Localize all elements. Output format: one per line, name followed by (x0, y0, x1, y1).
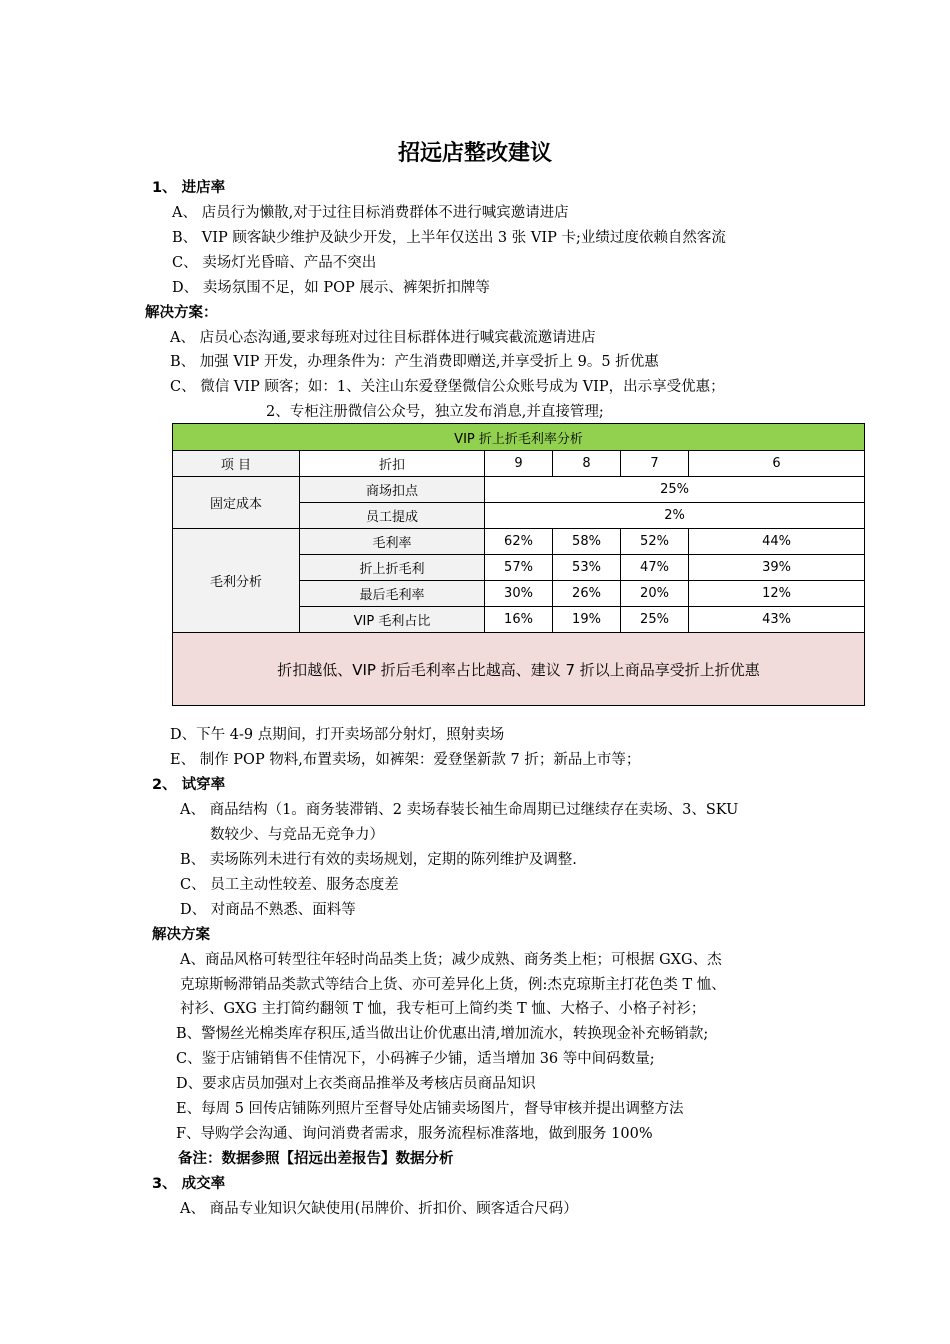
section-2-item: 数较少、与竞品无竞争力） (210, 827, 384, 843)
section-1-solution: E、 制作 POP 物料,布置卖场，如裤架：爱登堡新款 7 折；新品上市等； (170, 752, 641, 768)
table-cell: 20% (621, 581, 689, 607)
section-1-item: B、 VIP 顾客缺少维护及缺少开发，上半年仅送出 3 张 VIP 卡;业绩过度依赖自然客流 (172, 230, 726, 246)
table-cell: 26% (553, 581, 621, 607)
section-3-item: A、 商品专业知识欠缺使用(吊牌价、折扣价、顾客适合尺码） (180, 1201, 578, 1217)
section-3-heading: 3、 成交率 (152, 1176, 226, 1192)
mall-deduction-value: 25% (485, 477, 865, 503)
mall-deduction-label: 商场扣点 (300, 477, 485, 503)
section-2-item: A、 商品结构（1。商务装滞销、2 卖场春装长袖生命周期已过继续存在卖场、3、SKU (180, 802, 739, 818)
section-1-solution: D、下午 4-9 点期间，打开卖场部分射灯，照射卖场 (170, 727, 505, 743)
section-1-solution: C、 微信 VIP 顾客；如：1、关注山东爱登堡微信公众账号成为 VIP，出示享受优惠； (170, 379, 725, 395)
table-cell: 19% (553, 607, 621, 633)
document-title: 招远店整改建议 (397, 141, 552, 166)
staff-commission-label: 员工提成 (300, 503, 485, 529)
row-label: 最后毛利率 (300, 581, 485, 607)
discount-header: 8 (553, 451, 621, 477)
table-conclusion-note: 折扣越低、VIP 折后毛利率占比越高、建议 7 折以上商品享受折上折优惠 (173, 633, 865, 706)
staff-commission-value: 2% (485, 503, 865, 529)
column-header-discount: 折扣 (300, 451, 485, 477)
table-cell: 16% (485, 607, 553, 633)
table-cell: 62% (485, 529, 553, 555)
section-2-solution: E、每周 5 回传店铺陈列照片至督导处店铺卖场图片，督导审核并提出调整方法 (176, 1101, 684, 1117)
section-2-item: C、 员工主动性较差、服务态度差 (180, 877, 399, 893)
section-2-item: B、 卖场陈列未进行有效的卖场规划，定期的陈列维护及调整. (180, 852, 577, 868)
table-title: VIP 折上折毛利率分析 (173, 424, 865, 451)
section-1-heading: 1、 进店率 (152, 180, 226, 196)
section-2-item: D、 对商品不熟悉、面料等 (180, 902, 356, 918)
discount-header: 6 (689, 451, 865, 477)
section-1-solution: A、 店员心态沟通,要求每班对过往目标群体进行喊宾截流邀请进店 (170, 330, 596, 346)
section-2-solution: D、要求店员加强对上衣类商品推举及考核店员商品知识 (176, 1076, 536, 1092)
section-2-solution: A、商品风格可转型往年轻时尚品类上货；减少成熟、商务类上柜；可根据 GXG、杰 (180, 952, 722, 968)
section-2-remark: 备注：数据参照【招远出差报告】数据分析 (178, 1151, 454, 1167)
table-cell: 39% (689, 555, 865, 581)
fixed-cost-label: 固定成本 (173, 477, 300, 529)
column-header-item: 项 目 (173, 451, 300, 477)
discount-header: 9 (485, 451, 553, 477)
section-2-solution: C、鉴于店铺销售不佳情况下，小码裤子少铺，适当增加 36 等中间码数量; (176, 1051, 655, 1067)
row-label: 毛利率 (300, 529, 485, 555)
table-cell: 53% (553, 555, 621, 581)
section-2-solution: F、导购学会沟通、询问消费者需求，服务流程标准落地，做到服务 100% (176, 1126, 653, 1142)
table-cell: 58% (553, 529, 621, 555)
row-label: 折上折毛利 (300, 555, 485, 581)
section-2-solution-heading: 解决方案 (152, 927, 210, 943)
vip-margin-table (172, 423, 865, 706)
table-cell: 43% (689, 607, 865, 633)
table-cell: 30% (485, 581, 553, 607)
section-1-solution: 2、专柜注册微信公众号，独立发布消息,并直接管理; (266, 404, 604, 420)
row-label: VIP 毛利占比 (300, 607, 485, 633)
table-cell: 12% (689, 581, 865, 607)
section-2-heading: 2、 试穿率 (152, 777, 226, 793)
section-2-solution: 克琼斯畅滞销品类款式等结合上货、亦可差异化上货，例:杰克琼斯主打花色类 T 恤、 (180, 977, 726, 993)
table-cell: 57% (485, 555, 553, 581)
section-2-solution: 衬衫、GXG 主打简约翻领 T 恤，我专柜可上简约类 T 恤、大格子、小格子衬衫； (180, 1001, 706, 1017)
margin-analysis-label: 毛利分析 (173, 529, 300, 633)
section-2-solution: B、警惕丝光棉类库存积压,适当做出让价优惠出清,增加流水，转换现金补充畅销款; (176, 1026, 709, 1042)
section-1-solution-heading: 解决方案： (145, 305, 218, 321)
section-1-item: D、 卖场氛围不足，如 POP 展示、裤架折扣牌等 (172, 280, 490, 296)
table-cell: 47% (621, 555, 689, 581)
section-1-solution: B、 加强 VIP 开发，办理条件为：产生消费即赠送,并享受折上 9。5 折优惠 (170, 354, 659, 370)
table-cell: 25% (621, 607, 689, 633)
discount-header: 7 (621, 451, 689, 477)
table-cell: 44% (689, 529, 865, 555)
section-1-item: C、 卖场灯光昏暗、产品不突出 (172, 255, 377, 271)
section-1-item: A、 店员行为懒散,对于过往目标消费群体不进行喊宾邀请进店 (172, 205, 569, 221)
table-cell: 52% (621, 529, 689, 555)
